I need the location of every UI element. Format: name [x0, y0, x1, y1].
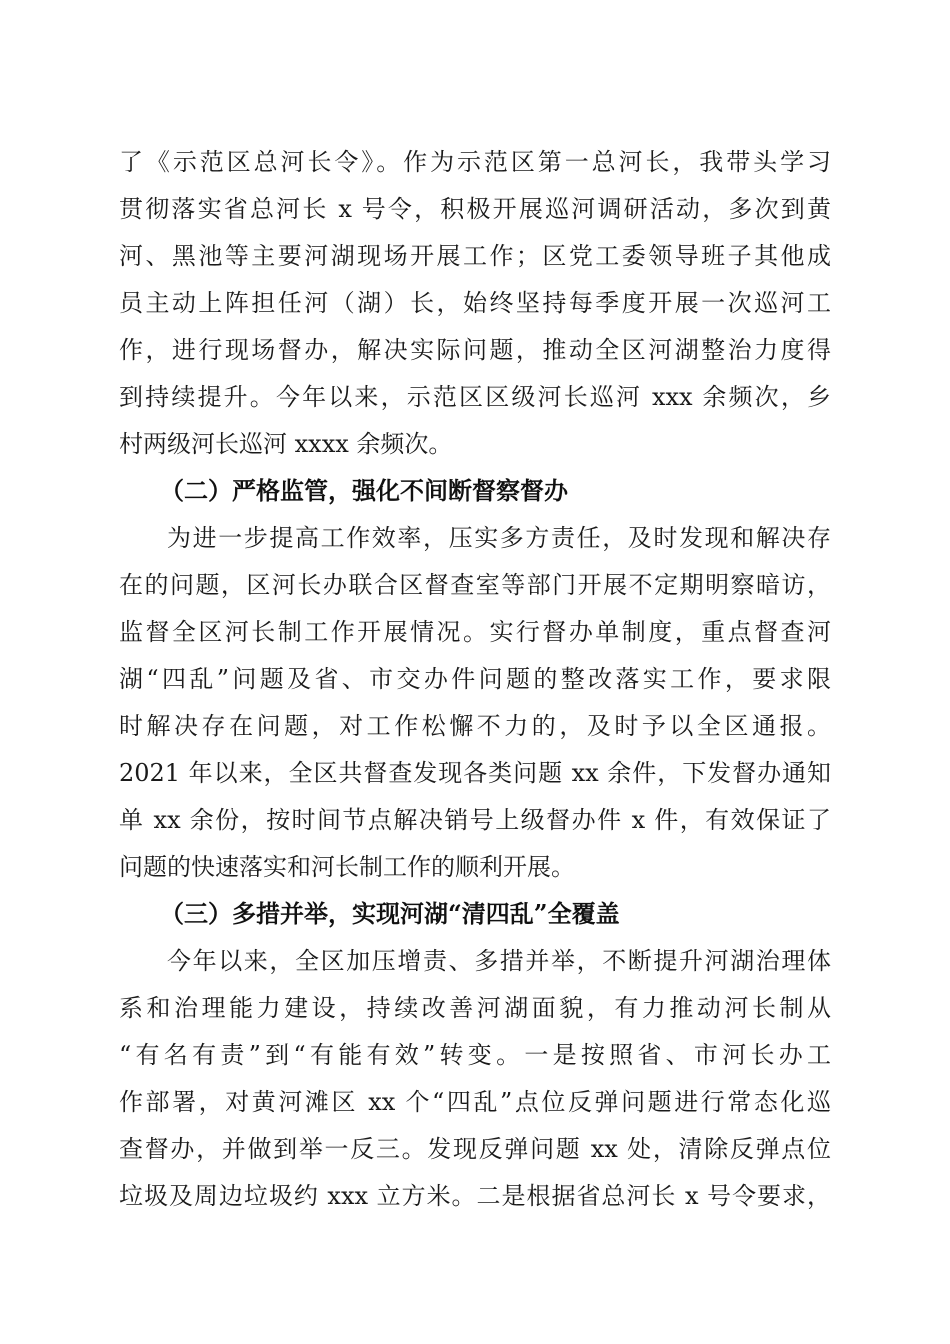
section-heading-2: （二）严格监管，强化不间断督察督办 [160, 476, 568, 505]
paragraph-3-line-2: 系和治理能力建设，持续改善河湖面貌，有力推动河长制从 [119, 994, 831, 1022]
paragraph-1-line-2: 贯彻落实省总河长 x 号令，积极开展巡河调研活动，多次到黄 [119, 195, 831, 223]
paragraph-2-line-2: 在的问题，区河长办联合区督查室等部门开展不定期明察暗访， [119, 571, 831, 599]
paragraph-1-line-6: 到持续提升。今年以来，示范区区级河长巡河 xxx 余频次，乡 [119, 383, 831, 411]
paragraph-2-line-6: 2021 年以来，全区共督查发现各类问题 xx 余件，下发督办通知 [119, 759, 831, 787]
paragraph-3-line-6: 垃圾及周边垃圾约 xxx 立方米。二是根据省总河长 x 号令要求， [119, 1182, 831, 1210]
paragraph-1-line-5: 作，进行现场督办，解决实际问题，推动全区河湖整治力度得 [119, 336, 831, 364]
paragraph-3-line-1: 今年以来，全区加压增责、多措并举，不断提升河湖治理体 [167, 947, 831, 975]
paragraph-2-line-3: 监督全区河长制工作开展情况。实行督办单制度，重点督查河 [119, 618, 831, 646]
paragraph-2-line-4: 湖“四乱”问题及省、市交办件问题的整改落实工作，要求限 [119, 665, 831, 693]
paragraph-2-line-1: 为进一步提高工作效率，压实多方责任，及时发现和解决存 [167, 524, 831, 552]
paragraph-3-line-5: 查督办，并做到举一反三。发现反弹问题 xx 处，清除反弹点位 [119, 1135, 831, 1163]
paragraph-3-line-4: 作部署，对黄河滩区 xx 个“四乱”点位反弹问题进行常态化巡 [119, 1088, 831, 1116]
paragraph-3-line-3: “有名有责”到“有能有效”转变。一是按照省、市河长办工 [119, 1041, 831, 1069]
paragraph-1-line-4: 员主动上阵担任河（湖）长，始终坚持每季度开展一次巡河工 [119, 289, 831, 317]
paragraph-1-line-1: 了《示范区总河长令》。作为示范区第一总河长，我带头学习 [119, 148, 831, 176]
paragraph-1-line-3: 河、黑池等主要河湖现场开展工作；区党工委领导班子其他成 [119, 242, 831, 270]
paragraph-1-line-7: 村两级河长巡河 xxxx 余频次。 [119, 430, 453, 458]
paragraph-2-line-5: 时解决存在问题，对工作松懈不力的，及时予以全区通报。 [119, 712, 831, 740]
paragraph-2-line-7: 单 xx 余份，按时间节点解决销号上级督办件 x 件，有效保证了 [119, 806, 831, 834]
paragraph-2-line-8: 问题的快速落实和河长制工作的顺利开展。 [119, 853, 575, 881]
section-heading-3: （三）多措并举，实现河湖“清四乱”全覆盖 [160, 899, 620, 928]
